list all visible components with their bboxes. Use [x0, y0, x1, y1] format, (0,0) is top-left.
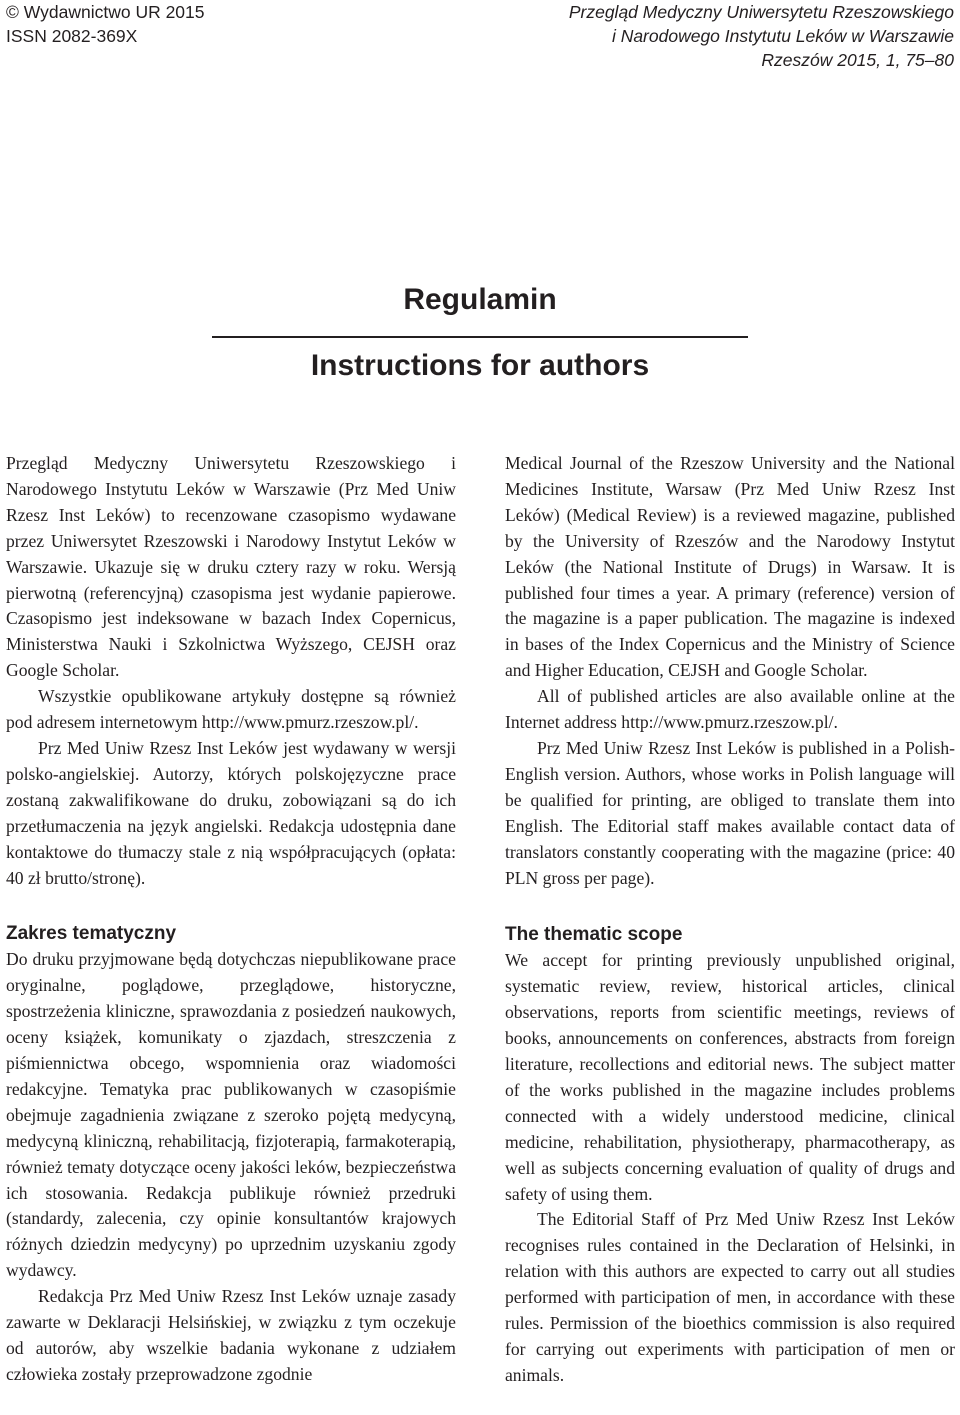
- publisher-info: [6, 0, 205, 48]
- polish-translation-paragraph: Prz Med Uniw Rzesz Inst Leków jest wydawany w wersji polsko-angielskiej. Autorzy, których polskojęzyczne prace zostaną zakwalifikowane do druku, zobowiązani są do ich przetłumaczenia na język angielski. Redakcja udostępnia dane kontaktowe do tłumaczy stale z nią współpracujących (opłata: 40 zł brutto/stronę).: [6, 737, 456, 888]
- issn-line: ISSN 2082-369X: [6, 26, 138, 46]
- title-divider: [212, 336, 748, 338]
- english-column: [505, 451, 955, 1389]
- page-subtitle: Instructions for authors: [310, 349, 650, 382]
- english-scope-heading: The thematic scope: [505, 924, 683, 946]
- english-scope-paragraph: We accept for printing previously unpublished original, systematic review, review, historical articles, clinical observations, reports from scientific meetings, reviews of books, announcements on conferences, abstracts from foreign literature, recollections and editorial news. The subject matter of the works published in the magazine includes problems connected with a widely understood medicine, clinical medicine, rehabilitation, physiotherapy, pharmacotherapy, as well as subjects concerning evaluation of quality of drugs and safety of using them.: [505, 950, 955, 1204]
- section-spacer: [505, 891, 955, 922]
- issue-citation: Rzeszów 2015, 1, 75–80: [761, 50, 954, 70]
- english-translation-paragraph: Prz Med Uniw Rzesz Inst Leków is published in a Polish-English version. Authors, whose works in Polish language will be qualified for printing, are obliged to translate them into English. The Editorial staff makes available contact data of translators constantly cooperating with the magazine (price: 40 PLN gross per page).: [505, 737, 955, 888]
- polish-ethics-paragraph: Redakcja Prz Med Uniw Rzesz Inst Leków uznaje zasady zawarte w Deklaracji Helsińskiej, w związku z tym oczekuje od autorów, aby wszelkie badania wykonane z udziałem człowieka zostały przeprowadzone zgodnie: [6, 1286, 456, 1384]
- polish-intro-paragraph: Przegląd Medyczny Uniwersytetu Rzeszowskiego i Narodowego Instytutu Leków w Warszawie (Prz Med Uniw Rzesz Inst Leków) to recenzowane czasopismo wydawane przez Uniwersytet Rzeszowski i Narodowy Instytut Leków w Warszawie. Ukazuje się w druku cztery razy w roku. Wersją pierwotną (referencyjną) czasopisma jest wydanie papierowe. Czasopismo jest indeksowane w bazach Index Copernicus, Ministerstwa Nauki i Szkolnictwa Wyższego, CEJSH oraz Google Scholar.: [6, 453, 456, 681]
- journal-info: [569, 0, 954, 72]
- polish-online-paragraph: Wszystkie opublikowane artykuły dostępne są również pod adresem internetowym http://www.pmurz.rzeszow.pl/.: [6, 686, 456, 733]
- polish-column: [6, 451, 456, 1388]
- copyright-line: © Wydawnictwo UR 2015: [6, 2, 205, 22]
- title-block: [0, 280, 960, 386]
- english-ethics-paragraph: The Editorial Staff of Prz Med Uniw Rzesz Inst Leków recognises rules contained in the Declaration of Helsinki, in relation with this authors are expected to carry out all studies performed with participation of men, in accordance with these rules. Permission of the bioethics commission is also required for carrying out experiments with participation of men or animals.: [505, 1209, 955, 1385]
- section-spacer: [6, 891, 456, 921]
- polish-scope-heading: Zakres tematyczny: [6, 923, 177, 945]
- journal-name-line-1: Przegląd Medyczny Uniwersytetu Rzeszowskiego: [568, 2, 954, 22]
- english-online-paragraph: All of published articles are also available online at the Internet address http://www.pmurz.rzeszow.pl/.: [505, 686, 955, 733]
- journal-name-line-2: i Narodowego Instytutu Leków w Warszawie: [611, 26, 954, 46]
- page-title: Regulamin: [403, 283, 557, 316]
- polish-scope-paragraph: Do druku przyjmowane będą dotychczas niepublikowane prace oryginalne, poglądowe, przeglądowe, historyczne, spostrzeżenia kliniczne, sprawozdania z posiedzeń naukowych, oceny książek, komunikaty o zjazdach, streszczenia z piśmiennictwa obcego, wspomnienia oraz wiadomości redakcyjne. Tematyka prac publikowanych w czasopiśmie obejmuje zagadnienia związane z szeroko pojętą medycyną, medycyną kliniczną, rehabilitacją, fizjoterapią, farmakoterapią, również tematy dotyczące oceny jakości leków, bezpieczeństwa ich stosowania. Redakcja publikuje również przedruki (standardy, zalecenia, czy opinie konsultantów krajowych różnych dziedzin medycyny) po uprzednim uzyskaniu zgody wydawcy.: [6, 949, 456, 1281]
- english-intro-paragraph: Medical Journal of the Rzeszow University and the National Medicines Institute, Warsaw (Prz Med Uniw Rzesz Inst Leków) (Medical Review) is a reviewed magazine, published by the University of Rzeszów and the Narodowy Instytut Leków (the National Institute of Drugs) in Warsaw. It is published four times a year. A primary (reference) version of the magazine is a paper publication. The magazine is indexed in bases of the Index Copernicus and the Ministry of Science and Higher Education, CEJSH and Google Scholar.: [505, 453, 955, 681]
